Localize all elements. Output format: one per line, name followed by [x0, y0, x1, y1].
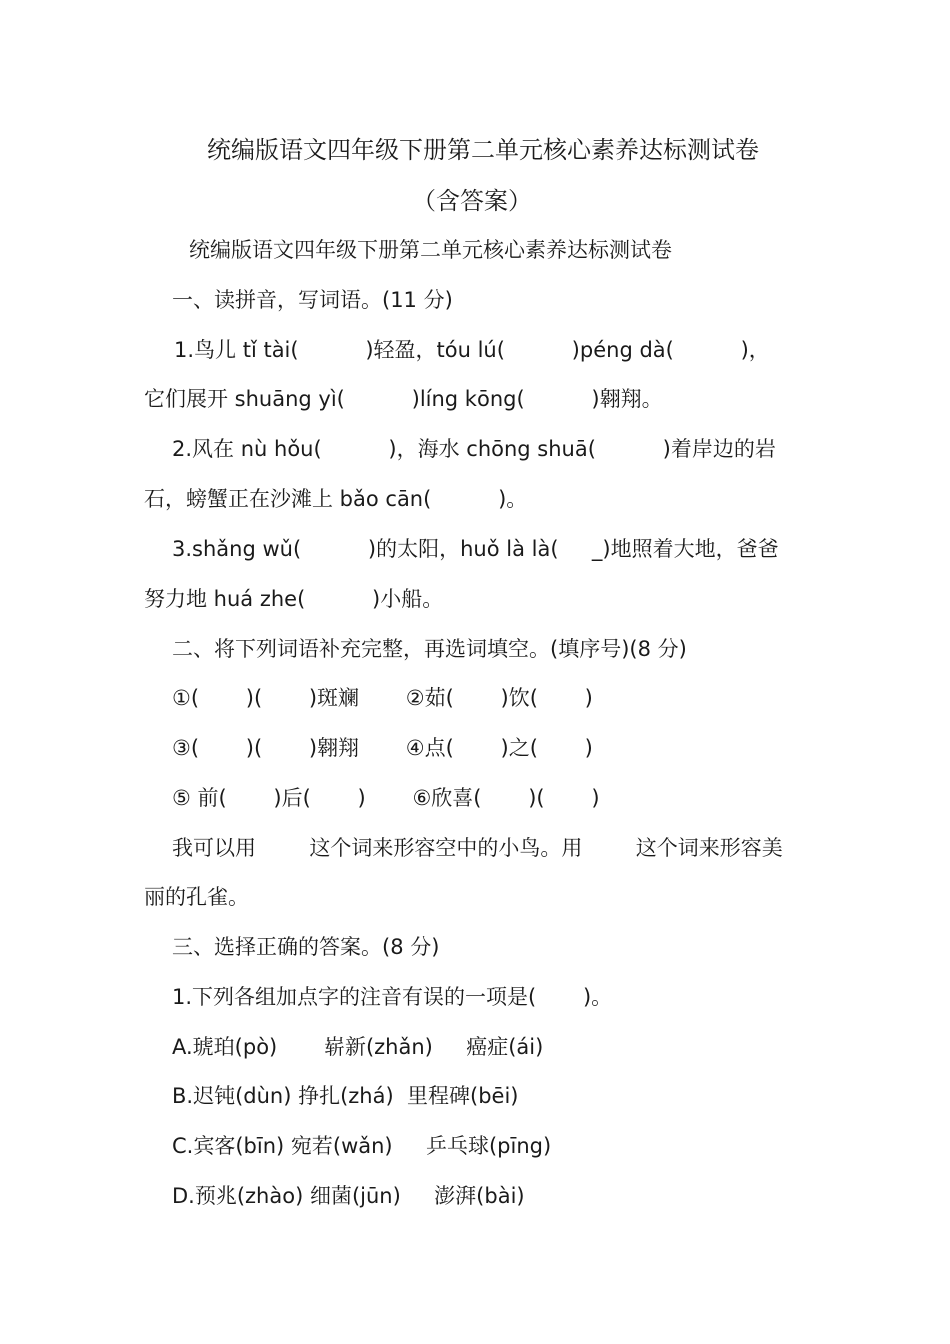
- section2-fill-line1: 我可以用 这个词来形容空中的小鸟。用 这个词来形容美: [172, 836, 783, 860]
- document-subtitle: 统编版语文四年级下册第二单元核心素养达标测试卷: [189, 238, 672, 262]
- section1-heading: 一、读拼音，写词语。(11 分): [172, 288, 453, 312]
- section1-question3-line2: 努力地 huá zhe( )小船。: [144, 587, 444, 611]
- section3-option-d: D.预兆(zhào) 细菌(jūn) 澎湃(bài): [172, 1184, 525, 1208]
- section1-question2-line1: 2.风在 nù hǒu( )，海水 chōng shuā( )着岸边的岩: [172, 437, 776, 461]
- document-title: 统编版语文四年级下册第二单元核心素养达标测试卷: [207, 136, 759, 164]
- section3-option-b: B.迟钝(dùn) 挣扎(zhá) 里程碑(bēi): [172, 1084, 519, 1108]
- section3-question1: 1.下列各组加点字的注音有误的一项是( )。: [172, 985, 613, 1009]
- section2-row3: ⑤ 前( )后( ) ⑥欣喜( )( ): [172, 786, 600, 810]
- section3-option-c: C.宾客(bīn) 宛若(wǎn) 乒乓球(pīng): [172, 1134, 552, 1158]
- section3-option-a: A.琥珀(pò) 崭新(zhǎn) 癌症(ái): [172, 1035, 544, 1059]
- section2-row2: ③( )( )翱翔 ④点( )之( ): [172, 736, 593, 760]
- section3-heading: 三、选择正确的答案。(8 分): [172, 935, 440, 959]
- section1-question1-line1: 1.鸟儿 tǐ tài( )轻盈，tóu lú( )péng dà( )，: [174, 338, 770, 362]
- section2-heading: 二、将下列词语补充完整，再选词填空。(填序号)(8 分): [172, 637, 687, 661]
- section1-question3-line1: 3.shǎng wǔ( )的太阳，huǒ là là( _)地照着大地，爸爸: [172, 537, 779, 561]
- section1-question2-line2: 石，螃蟹正在沙滩上 bǎo cān( )。: [144, 487, 528, 511]
- section2-row1: ①( )( )斑斓 ②茹( )饮( ): [172, 686, 593, 710]
- section1-question1-line2: 它们展开 shuāng yì( )líng kōng( )翱翔。: [144, 387, 663, 411]
- document-title-answer-note: （含答案）: [412, 187, 532, 215]
- section2-fill-line2: 丽的孔雀。: [144, 885, 249, 909]
